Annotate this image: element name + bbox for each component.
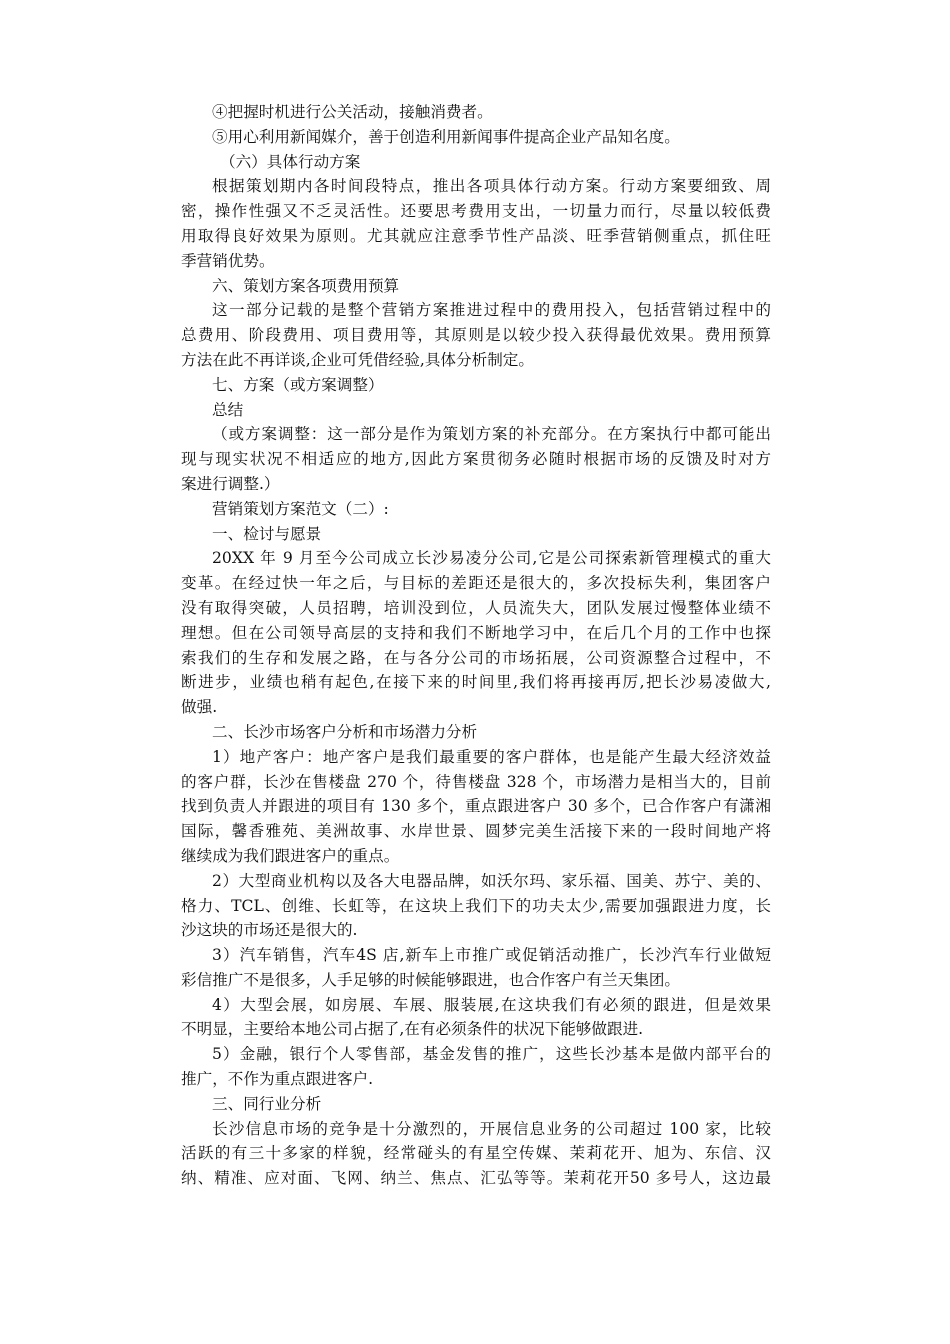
paragraph-line: 变革。在经过快一年之后，与目标的差距还是很大的，多次投标失利，集团客户 <box>181 574 771 593</box>
paragraph-line: 彩信推广不是很多，人手足够的时候能够跟进，也合作客户有兰天集团。 <box>181 970 681 989</box>
paragraph-line: 格力、TCL、创维、长虹等，在这块上我们下的功夫太少,需要加强跟进力度，长 <box>181 896 771 915</box>
section-heading: 三、同行业分析 <box>212 1094 322 1113</box>
paragraph-line: 4）大型会展，如房展、车展、服装展,在这块我们有必须的跟进，但是效果 <box>212 995 771 1014</box>
paragraph-line: 活跃的有三十多家的样貌，经常碰头的有星空传媒、茉莉花开、旭为、东信、汉 <box>181 1144 771 1163</box>
paragraph-line: 推广，不作为重点跟进客户. <box>181 1070 374 1089</box>
section-heading: 二、长沙市场客户分析和市场潜力分析 <box>212 722 478 741</box>
section-heading: 七、方案（或方案调整） <box>212 375 384 394</box>
list-item: ⑤用心利用新闻媒介，善于创造利用新闻事件提高企业产品知名度。 <box>212 127 680 146</box>
section-heading: 六、策划方案各项费用预算 <box>212 276 400 295</box>
paragraph-line: 没有取得突破，人员招聘，培训没到位，人员流失大，团队发展过慢整体业绩不 <box>181 598 771 617</box>
section-heading: 一、检讨与愿景 <box>212 524 322 543</box>
paragraph-line: 做强. <box>181 698 218 717</box>
paragraph-line: （或方案调整：这一部分是作为策划方案的补充部分。在方案执行中都可能出 <box>212 425 771 444</box>
section-heading: 总结 <box>212 400 244 419</box>
paragraph-line: 3）汽车销售，汽车4S 店,新车上市推广或促销活动推广，长沙汽车行业做短 <box>212 946 771 965</box>
paragraph-line: 继续成为我们跟进客户的重点。 <box>181 846 400 865</box>
paragraph-line: 根据策划期内各时间段特点，推出各项具体行动方案。行动方案要细致、周 <box>212 177 771 196</box>
paragraph-line: 现与现实状况不相适应的地方,因此方案贯彻务必随时根据市场的反馈及时对方 <box>181 450 771 469</box>
paragraph-line: 季营销优势。 <box>181 251 275 270</box>
paragraph-line: 1）地产客户：地产客户是我们最重要的客户群体，也是能产生最大经济效益 <box>212 747 771 766</box>
paragraph-line: 案进行调整.） <box>181 474 280 493</box>
paragraph-line: 索我们的生存和发展之路，在与各分公司的市场拓展，公司资源整合过程中，不 <box>181 648 771 667</box>
paragraph-line: 20XX 年 9 月至今公司成立长沙易凌分公司,它是公司探索新管理模式的重大 <box>212 549 771 568</box>
list-item: ④把握时机进行公关活动，接触消费者。 <box>212 103 493 121</box>
paragraph-line: 用取得良好效果为原则。尤其就应注意季节性产品淡、旺季营销侧重点，抓住旺 <box>181 226 771 245</box>
paragraph-line: 密，操作性强又不乏灵活性。还要思考费用支出，一切量力而行，尽量以较低费 <box>181 202 771 221</box>
paragraph-line: 不明显，主要给本地公司占据了,在有必须条件的状况下能够做跟进. <box>181 1020 644 1039</box>
paragraph-line: 这一部分记载的是整个营销方案推进过程中的费用投入，包括营销过程中的 <box>212 301 771 320</box>
paragraph-line: 沙这块的市场还是很大的. <box>181 921 358 940</box>
paragraph-line: 长沙信息市场的竞争是十分激烈的，开展信息业务的公司超过 100 家，比较 <box>212 1119 771 1138</box>
paragraph-line: 方法在此不再详谈,企业可凭借经验,具体分析制定。 <box>181 350 534 369</box>
paragraph-line: 纳、精准、应对面、飞网、纳兰、焦点、汇弘等等。茉莉花开50 多号人，这边最 <box>181 1169 771 1188</box>
paragraph-line: 2）大型商业机构以及各大电器品牌，如沃尔玛、家乐福、国美、苏宁、美的、 <box>212 871 771 890</box>
section-heading: （六）具体行动方案 <box>220 152 361 171</box>
paragraph-line: 找到负责人并跟进的项目有 130 多个，重点跟进客户 30 多个，已合作客户有潇湘 <box>181 797 771 816</box>
paragraph-line: 理想。但在公司领导高层的支持和我们不断地学习中，在后几个月的工作中也探 <box>181 623 771 642</box>
paragraph-line: 国际，馨香雅苑、美洲故事、水岸世景、圆梦完美生活接下来的一段时间地产将 <box>181 822 771 841</box>
paragraph-line: 5）金融，银行个人零售部，基金发售的推广，这些长沙基本是做内部平台的 <box>212 1045 771 1064</box>
paragraph-line: 总费用、阶段费用、项目费用等，其原则是以较少投入获得最优效果。费用预算 <box>181 326 771 345</box>
document-body <box>181 100 771 1191</box>
paragraph-line: 断进步，业绩也稍有起色,在接下来的时间里,我们将再接再厉,把长沙易凌做大, <box>181 673 771 692</box>
paragraph-line: 的客户群，长沙在售楼盘 270 个，待售楼盘 328 个，市场潜力是相当大的，目前 <box>181 772 771 791</box>
section-heading: 营销策划方案范文（二）: <box>212 499 389 518</box>
